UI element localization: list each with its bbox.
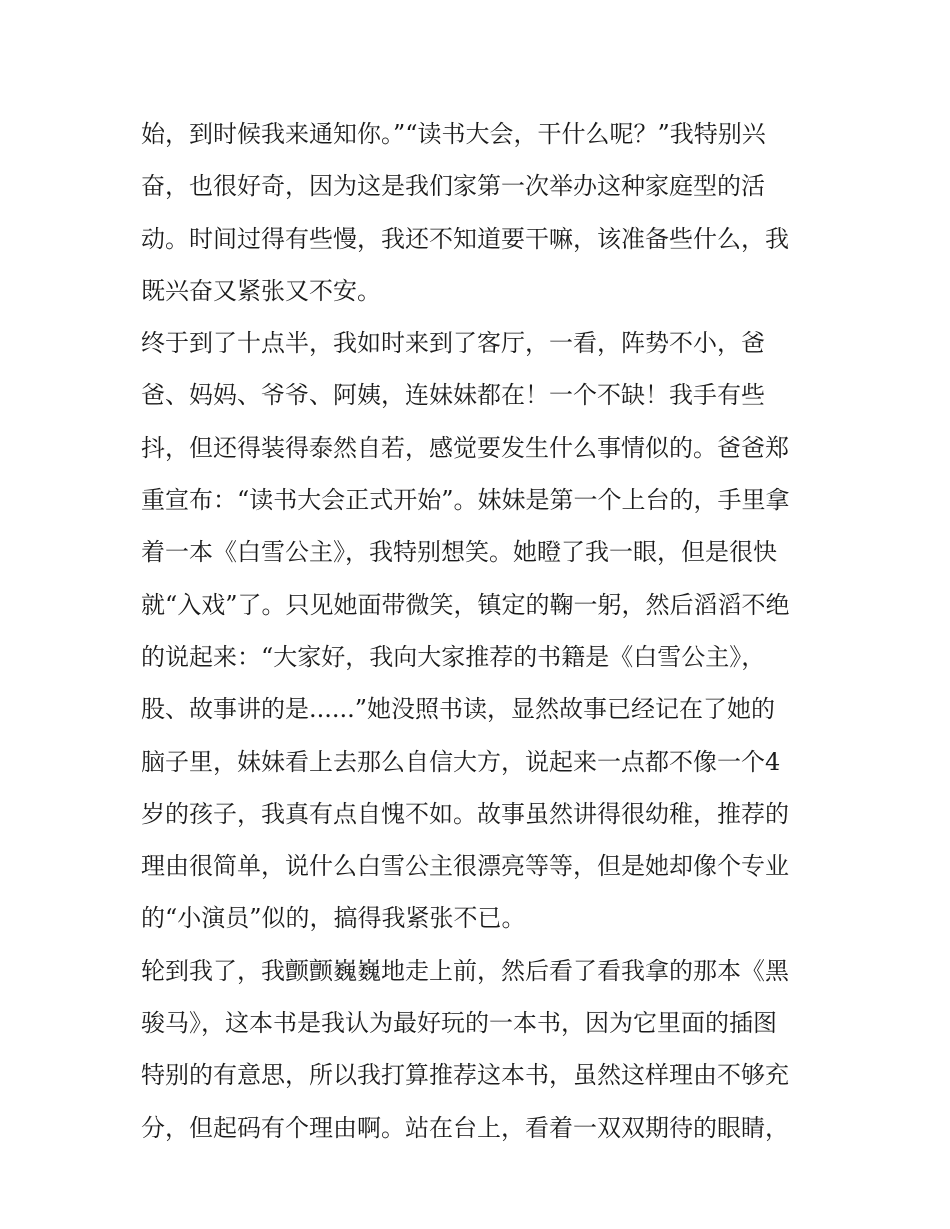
text-line: 的“小演员”似的，搞得我紧张不已。	[141, 904, 526, 933]
text-line: 奋，也很好奇，因为这是我们家第一次举办这种家庭型的活	[141, 172, 765, 201]
text-line: 的说起来：“大家好，我向大家推荐的书籍是《白雪公主》，	[141, 642, 766, 671]
text-line: 理由很简单，说什么白雪公主很漂亮等等，但是她却像个专业	[141, 852, 789, 881]
text-line: 动。时间过得有些慢，我还不知道要干嘛，该准备些什么，我	[141, 224, 789, 253]
text-line: 特别的有意思，所以我打算推荐这本书，虽然这样理由不够充	[141, 1061, 789, 1090]
text-line: 既兴奋又紧张又不安。	[141, 276, 381, 305]
body-text	[141, 108, 821, 1154]
text-line: 脑子里，妹妹看上去那么自信大方，说起来一点都不像一个4	[141, 747, 781, 776]
text-line: 爸、妈妈、爷爷、阿姨，连妹妹都在！一个不缺！我手有些	[141, 381, 765, 410]
text-line: 岁的孩子，我真有点自愧不如。故事虽然讲得很幼稚，推荐的	[141, 799, 789, 828]
text-line: 就“入戏”了。只见她面带微笑，镇定的鞠一躬，然后滔滔不绝	[141, 590, 790, 619]
text-line: 抖，但还得装得泰然自若，感觉要发生什么事情似的。爸爸郑	[141, 433, 789, 462]
text-line: 骏马》，这本书是我认为最好玩的一本书，因为它里面的插图	[141, 1009, 777, 1038]
text-line: 分，但起码有个理由啊。站在台上，看着一双双期待的眼睛，	[141, 1113, 789, 1142]
text-line: 着一本《白雪公主》，我特别想笑。她瞪了我一眼，但是很快	[141, 538, 777, 567]
text-line: 重宣布：“读书大会正式开始”。妹妹是第一个上台的，手里拿	[141, 486, 790, 515]
text-line: 股、故事讲的是......”她没照书读，显然故事已经记在了她的	[141, 695, 776, 724]
text-line: 终于到了十点半，我如时来到了客厅，一看，阵势不小，爸	[141, 329, 765, 358]
text-line: 始，到时候我来通知你。”“读书大会，干什么呢？”我特别兴	[141, 120, 766, 148]
text-line: 轮到我了，我颤颤巍巍地走上前，然后看了看我拿的那本《黑	[141, 956, 789, 985]
